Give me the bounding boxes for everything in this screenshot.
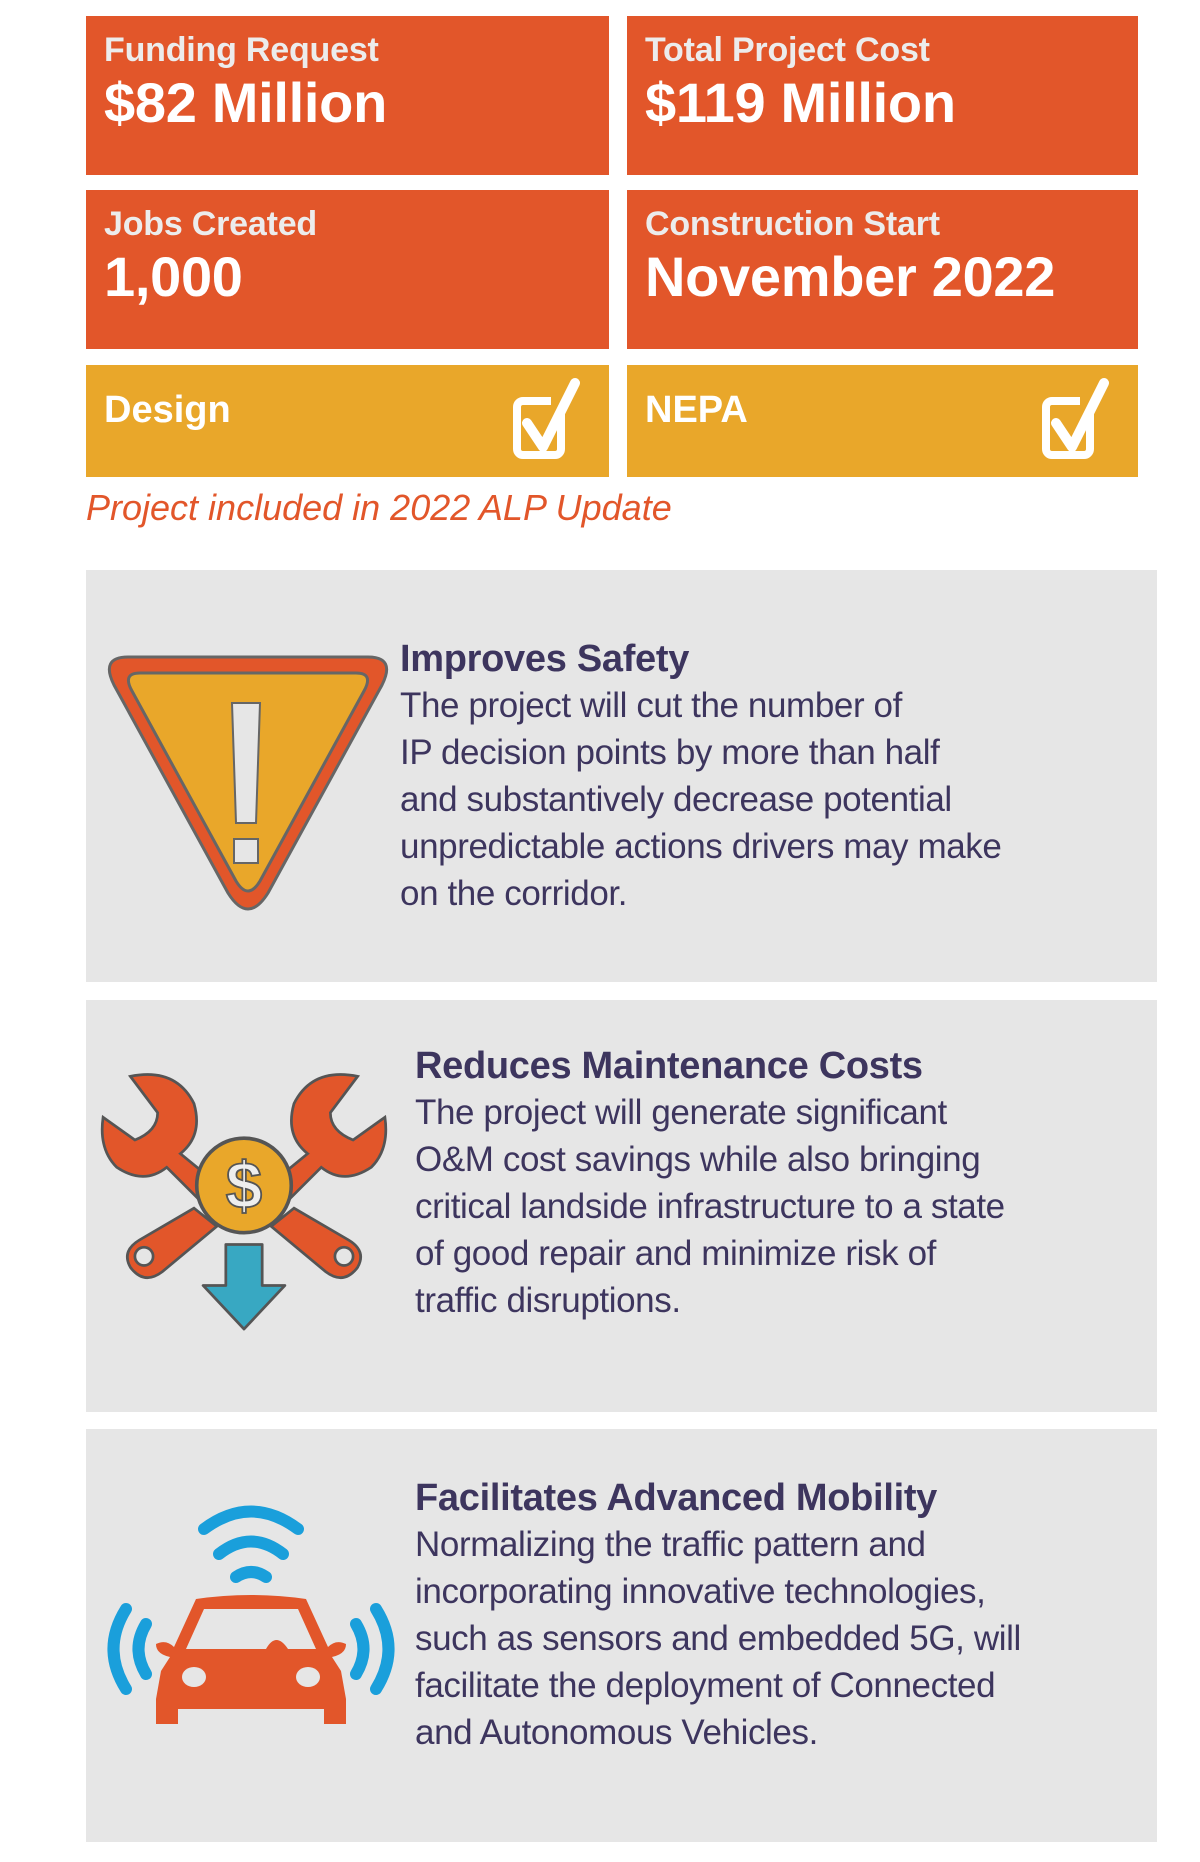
stat-value: $119 Million [645,71,956,134]
body-line: on the corridor. [400,874,628,913]
body-line: The project will cut the number of [400,686,902,725]
stat-total-project-cost [627,16,1138,175]
status-label: NEPA [645,389,748,431]
benefit-body [415,1089,1005,1324]
body-line: The project will generate significant [415,1093,947,1132]
benefit-body [400,682,1001,917]
body-line: incorporating innovative technologies, [415,1572,986,1611]
body-line: O&M cost savings while also bringing [415,1140,981,1179]
status-design [86,365,609,477]
status-nepa [627,365,1138,477]
wrenches-dollar-down-icon [94,1040,394,1340]
body-line: such as sensors and embedded 5G, will [415,1619,1021,1658]
benefit-panel-safety [86,570,1157,982]
body-line: unpredictable actions drivers may make [400,827,1002,866]
status-label: Design [104,389,231,431]
benefit-body [415,1521,1021,1756]
stat-value: $82 Million [104,71,387,134]
checkbox-checked-icon [1040,377,1116,463]
benefit-text [415,1043,1005,1324]
body-line: and Autonomous Vehicles. [415,1713,818,1752]
benefit-title: Improves Safety [400,638,690,680]
svg-text:$: $ [225,1149,263,1223]
benefit-title: Facilitates Advanced Mobility [415,1477,938,1519]
benefit-text [415,1475,1021,1756]
stat-label: Total Project Cost [645,31,930,69]
benefit-title: Reduces Maintenance Costs [415,1045,923,1087]
body-line: of good repair and minimize risk of [415,1234,936,1273]
connected-car-icon [96,1499,406,1724]
body-line: and substantively decrease potential [400,780,952,819]
stat-value: 1,000 [104,245,243,308]
benefit-panel-mobility [86,1429,1157,1842]
stat-label: Construction Start [645,205,940,243]
body-line: IP decision points by more than half [400,733,940,772]
body-line: facilitate the deployment of Connected [415,1666,996,1705]
body-line: traffic disruptions. [415,1281,681,1320]
stat-label: Funding Request [104,31,379,69]
stat-value: November 2022 [645,245,1056,308]
body-line: Normalizing the traffic pattern and [415,1525,926,1564]
checkbox-checked-icon [511,377,587,463]
stat-funding-request [86,16,609,175]
stat-label: Jobs Created [104,205,318,243]
benefit-text [400,636,1001,917]
stat-construction-start [627,190,1138,349]
warning-triangle-icon [98,645,398,915]
stat-jobs-created [86,190,609,349]
alp-update-note: Project included in 2022 ALP Update [86,487,672,528]
body-line: critical landside infrastructure to a state [415,1187,1005,1226]
benefit-panel-maintenance [86,1000,1157,1412]
